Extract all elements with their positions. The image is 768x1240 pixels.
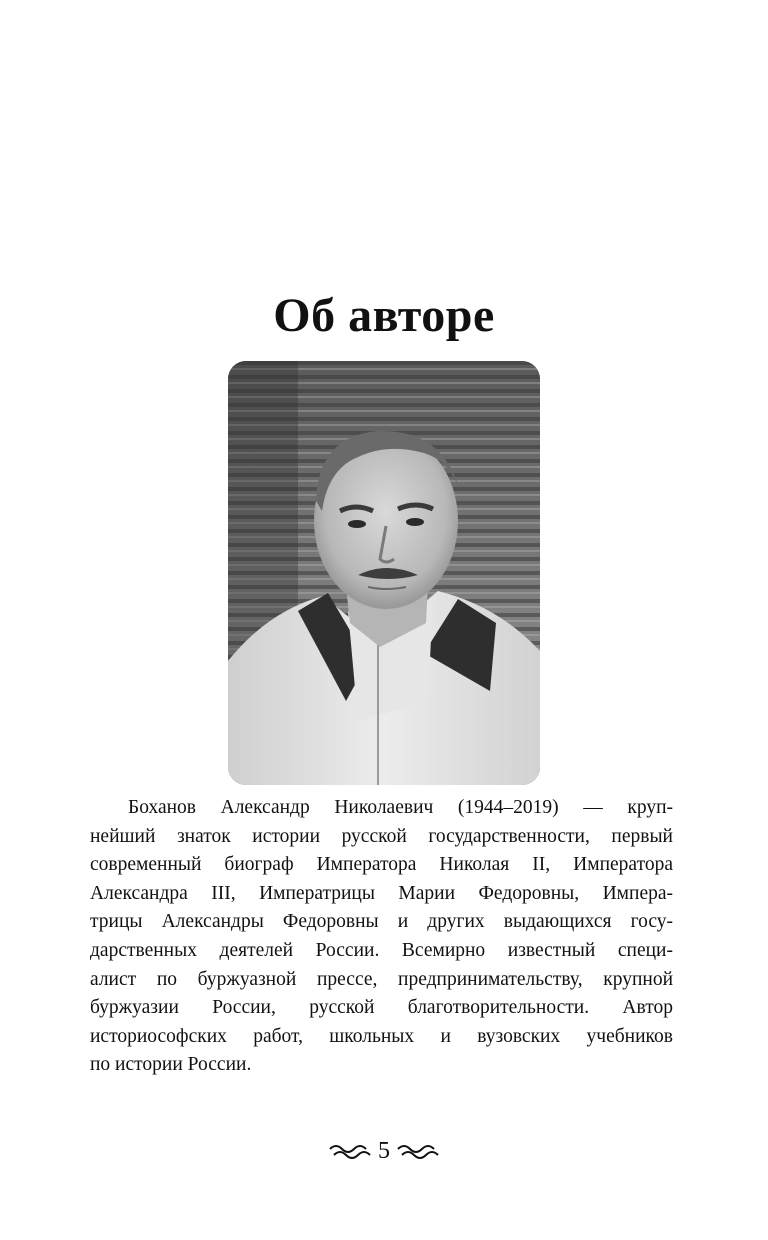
bio-line: Боханов Александр Николаевич (1944–2019) — круп- — [128, 797, 673, 818]
bio-line: Александра III, Императрицы Марии Федоровны, Импера- — [90, 882, 673, 904]
page-title: Об авторе — [273, 289, 495, 342]
bio-line: нейший знаток истории русской государственности, первый — [90, 825, 673, 847]
bio-line: трицы Александры Федоровны и других выдающихся госу- — [90, 911, 673, 933]
bio-line: дарственных деятелей России. Всемирно известный специ- — [90, 939, 673, 961]
tilde-ornament-icon — [328, 1143, 372, 1159]
page-number-value: 5 — [378, 1138, 390, 1164]
bio-line: буржуазии России, русской благотворительности. Автор — [90, 997, 673, 1019]
bio-line: историософских работ, школьных и вузовских учебников — [90, 1025, 673, 1047]
page-number — [0, 1134, 768, 1168]
tilde-ornament-icon — [396, 1143, 440, 1159]
portrait-illustration — [228, 361, 540, 785]
bio-line: современный биограф Императора Николая II, Императора — [90, 854, 673, 876]
bio-line: алист по буржуазной прессе, предпринимательству, крупной — [90, 968, 673, 990]
author-bio — [90, 794, 673, 1080]
author-portrait — [228, 361, 540, 785]
bio-line: по истории России. — [90, 1054, 252, 1076]
